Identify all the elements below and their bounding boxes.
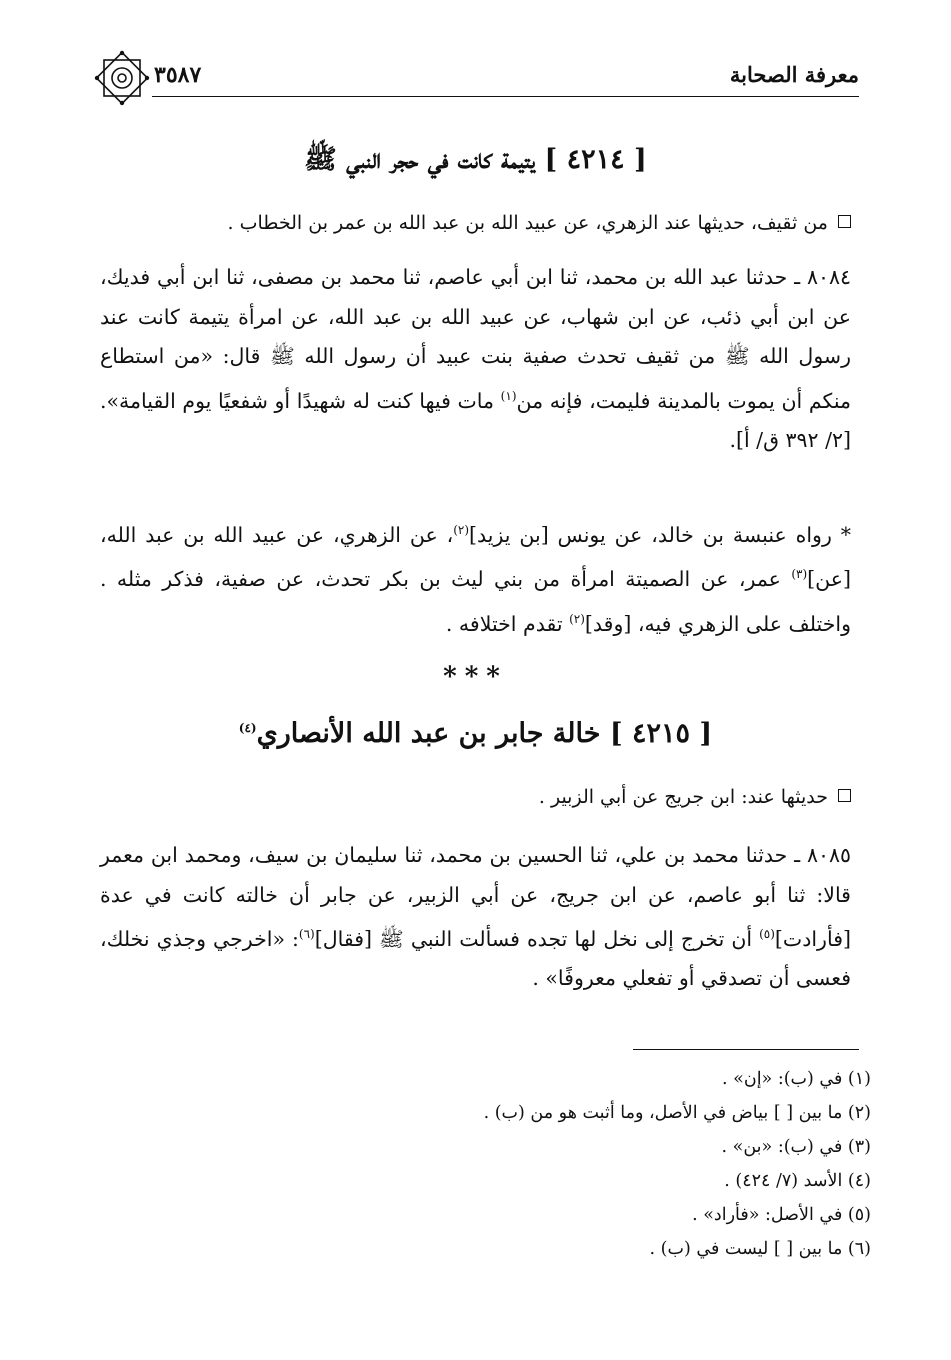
- hadith-8085: [100, 836, 851, 999]
- running-header: [92, 56, 859, 96]
- footnotes: [100, 1062, 871, 1266]
- hadith-text: ٨٠٨٤ ـ حدثنا عبد الله بن محمد، ثنا ابن أبي عاصم، ثنا محمد بن مصفى، ثنا ابن أبي فديك، عن ابن أبي ذئب، عن ابن شهاب، عن عبيد الله بن عبد الله، عن امرأة يتيمة كانت عند رسول الله ﷺ من ثقيف تحدث صفية بنت عبيد أن رسول الله ﷺ قال: «من استطاع منكم أن يموت بالمدينة فليمت، فإنه من: [100, 265, 851, 413]
- footnote-ref: (٤): [238, 721, 257, 735]
- footnote-6: (٦) ما بين [ ] ليست في (ب) .: [649, 1239, 871, 1259]
- intro-text: من ثقيف، حديثها عند الزهري، عن عبيد الله بن عبد الله بن عمر بن الخطاب .: [227, 212, 828, 234]
- riwayah-text: تقدم اختلافه .: [445, 611, 570, 636]
- intro-text: حديثها عند: ابن جريج عن أبي الزبير .: [538, 786, 828, 808]
- riwayah-text: ، عن الزهري، عن عبيد الله بن عبد الله، [عن]: [100, 522, 851, 592]
- book-title: معرفة الصحابة: [729, 62, 859, 87]
- heading-text: [ ٤٢١٥ ] خالة جابر بن عبد الله الأنصاري: [256, 718, 713, 749]
- page-number: ٣٥٨٧: [154, 62, 202, 88]
- footnote-2: (٢) ما بين [ ] بياض في الأصل، وما أثبت هو من (ب) .: [483, 1103, 871, 1123]
- hadith-text: مات فيها كنت له شهيدًا أو شفعيًا يوم القيامة». [٢/ ٣٩٢ ق/ أ].: [100, 388, 851, 452]
- footnote-5: (٥) في الأصل: «فأراد» .: [692, 1205, 871, 1225]
- square-bullet-icon: [838, 789, 851, 802]
- footnote-ref: (٢): [569, 611, 585, 626]
- section-intro-4214: [100, 212, 851, 234]
- footnote-4: (٤) الأسد (٧/ ٤٢٤) .: [724, 1171, 871, 1191]
- square-bullet-icon: [838, 215, 851, 228]
- riwayah-text: * رواه عنبسة بن خالد، عن يونس [بن يزيد]: [469, 522, 851, 547]
- hadith-text: ٨٠٨٥ ـ حدثنا محمد بن علي، ثنا الحسين بن محمد، ثنا سليمان بن سيف، ومحمد ابن معمر قالا: ثنا أبو عاصم، عن ابن جريج، عن أبي الزبير، عن جابر أن خالته كانت في عدة [فأرادت]: [100, 843, 851, 951]
- footnote-3: (٣) في (ب): «بن» .: [721, 1137, 871, 1157]
- hadith-text: : «اخرجي وجذي نخلك، فعسى أن تصدقي أو تفعلي معروفًا» .: [100, 926, 851, 991]
- section-intro-4215: [100, 786, 851, 808]
- footnote-ref: (٥): [759, 927, 775, 941]
- section-heading-4215: [100, 718, 851, 749]
- riwayah-note: [100, 511, 851, 644]
- footnote-ref: (١): [500, 388, 517, 403]
- octagonal-star-ornament-icon: [92, 48, 152, 108]
- riwayah-text: عمر، عن الصميتة امرأة من بني ليث بن بكر تحدث، عن صفية، فذكر مثله . واختلف على الزهري فيه، [وقد]: [100, 567, 851, 636]
- hadith-text: أن تخرج إلى نخل لها تجده فسألت النبي ﷺ [فقال]: [314, 926, 760, 951]
- footnote-ref: (٣): [791, 567, 808, 582]
- hadith-8084: [100, 258, 851, 460]
- footnote-ref: (٢): [453, 523, 470, 537]
- footnote-ref: (٦): [298, 927, 315, 941]
- footnote-1: (١) في (ب): «إن» .: [722, 1069, 871, 1089]
- section-heading-4214: [ ٤٢١٤ ] يتيمة كانت في حجر النبي ﷺ: [304, 144, 647, 175]
- footnote-rule: [633, 1049, 859, 1050]
- section-separator: ***: [443, 662, 508, 692]
- header-rule: [152, 96, 859, 97]
